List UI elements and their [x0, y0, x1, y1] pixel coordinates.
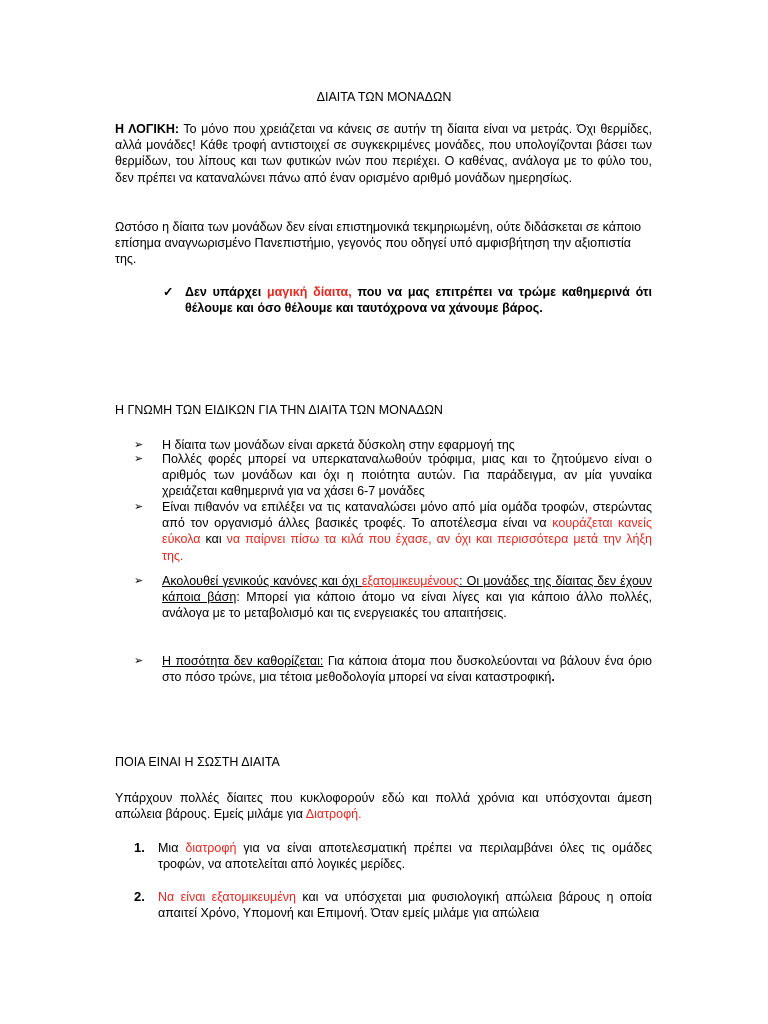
b5-rest: Για κάποια άτομα που δυσκολεύονται να βάλουν ένα όριο στο πόσο τρώνε, μια τέτοια μεθοδολογία μπορεί να είναι καταστροφική	[162, 654, 652, 685]
n1-part1: Μια	[158, 841, 186, 855]
checkmark-text-part1: Δεν υπάρχει	[185, 285, 267, 299]
b3-part2: και	[200, 532, 227, 547]
b4-rest: : Μπορεί για κάποιο άτομο να είναι λίγες και για κάποιο άλλο πολλές, ανάλογα με το μεταβολισμό και τις ενεργειακές του απαιτήσεις.	[162, 590, 652, 621]
correct-diet-paragraph	[115, 790, 652, 822]
item-number-2: 2.	[134, 889, 145, 904]
checkmark-item	[163, 284, 652, 316]
b3-part1: Είναι πιθανόν να επιλέξει να τις καταναλώσει μόνο από μία ομάδα τροφών, στερώντας από τον οργανισμό άλλες βασικές τροφές. Το αποτέλεσμα είναι να	[162, 500, 652, 531]
checkmark-text	[185, 284, 652, 316]
b4-underline-2: : Οι μονάδες της δίαιτας δεν έχουν κάποια βάση	[162, 574, 652, 605]
b3-red1: κουράζεται κανείς εύκολα	[162, 516, 652, 547]
b4-underline-1: Ακολουθεί γενικούς κανόνες και όχι	[162, 574, 362, 588]
correct-diet-text: Υπάρχουν πολλές δίαιτες που κυκλοφορούν εδώ και πολλά χρόνια και υπόσχονται άμεση απώλεια βάρους. Εμείς μιλάμε για	[115, 791, 652, 822]
b3-red2: να παίρνει πίσω τα κιλά που έχασε, αν όχι και περισσότερα μετά την λήξη της.	[162, 532, 653, 563]
magic-diet-highlight: μαγική δίαιτα,	[266, 285, 352, 299]
numbered-item-1-text	[158, 840, 652, 872]
numbered-item-2	[134, 889, 652, 921]
checkmark-text-part2: που να μας επιτρέπει να τρώμε καθημερινά ότι θέλουμε και όσο θέλουμε και ταυτόχρονα να χάνουμε βάρος.	[185, 285, 652, 316]
expert-bullet-1-text: Η δίαιτα των μονάδων είναι αρκετά δύσκολη στην εφαρμογή της	[162, 438, 515, 452]
expert-bullet-4-text	[162, 573, 652, 622]
correct-diet-heading: ΠΟΙΑ ΕΙΝΑΙ Η ΣΩΣΤΗ ΔΙΑΙΤΑ	[115, 755, 280, 769]
nutrition-highlight: Διατροφή.	[305, 807, 362, 822]
intro-paragraph	[115, 121, 652, 186]
expert-bullet-3-text	[162, 499, 652, 564]
arrow-bullet-icon: ➢	[134, 655, 144, 667]
n1-part2: για να είναι αποτελεσματική πρέπει να περιλαμβάνει όλες τις ομάδες τροφών, να αποτελείται από λογικές μερίδες.	[158, 841, 652, 872]
expert-bullet-2-text: Πολλές φορές μπορεί να υπερκαταναλωθούν τρόφιμα, μιας και το ζητούμενο είναι ο αριθμός των μονάδων και όχι η ποιότητα αυτών. Για παράδειγμα, αν μία γυναίκα χρειάζεται καθημερινά για να χάσει 6-7 μονάδες	[162, 452, 652, 499]
numbered-item-2-text	[158, 889, 652, 921]
arrow-bullet-icon: ➢	[134, 501, 144, 513]
intro-text: Το μόνο που χρειάζεται να κάνεις σε αυτήν τη δίαιτα είναι να μετράς. Όχι θερμίδες, αλλά μονάδες! Κάθε τροφή αντιστοιχεί σε συγκεκριμένες μονάδες, που υπολογίζονται βάσει των θερμίδων, του λίπους και των φυτικών ινών που περιέχει. Ο καθένας, ανάλογα με το φύλο του, δεν πρέπει να καταναλώνει πάνω από έναν ορισμένο αριθμό μονάδων ημερησίως.	[115, 122, 652, 185]
arrow-bullet-icon: ➢	[134, 453, 144, 465]
item-number-1: 1.	[134, 840, 145, 855]
b4-underline-red: εξατομικευμένους	[361, 574, 460, 588]
b5-underline: Η ποσότητα δεν καθορίζεται:	[162, 654, 324, 668]
document-title: ΔΙΑΙΤΑ ΤΩΝ ΜΟΝΑΔΩΝ	[316, 90, 452, 104]
expert-bullet-5	[134, 653, 652, 685]
experts-heading: Η ΓΝΩΜΗ ΤΩΝ ΕΙΔΙΚΩΝ ΓΙΑ ΤΗΝ ΔΙΑΙΤΑ ΤΩΝ ΜΟΝΑΔΩΝ	[115, 403, 443, 417]
expert-bullet-2	[134, 451, 652, 500]
n2-red: Να είναι εξατομικευμένη	[158, 890, 296, 904]
b5-dot: .	[551, 670, 555, 685]
n2-part2: και να υπόσχεται μια φυσιολογική απώλεια βάρους η οποία απαιτεί Χρόνο, Υπομονή και Επιμονή. Όταν εμείς μιλάμε για απώλεια	[158, 890, 652, 921]
numbered-item-1	[134, 840, 652, 872]
expert-bullet-4	[134, 573, 652, 622]
expert-bullet-5-text	[162, 653, 652, 685]
intro-label: Η ΛΟΓΙΚΗ:	[115, 122, 180, 136]
arrow-bullet-icon: ➢	[134, 439, 144, 451]
reliability-paragraph: Ωστόσο η δίαιτα των μονάδων δεν είναι επιστημονικά τεκμηριωμένη, ούτε διδάσκεται σε κάποιο επίσημα αναγνωρισμένο Πανεπιστήμιο, γεγονός που οδηγεί υπό αμφισβήτηση την αξιοπιστία της.	[115, 220, 642, 267]
expert-bullet-3	[134, 499, 652, 564]
checkmark-icon: ✓	[163, 285, 174, 299]
n1-red: διατροφή	[185, 841, 237, 855]
arrow-bullet-icon: ➢	[134, 575, 144, 587]
